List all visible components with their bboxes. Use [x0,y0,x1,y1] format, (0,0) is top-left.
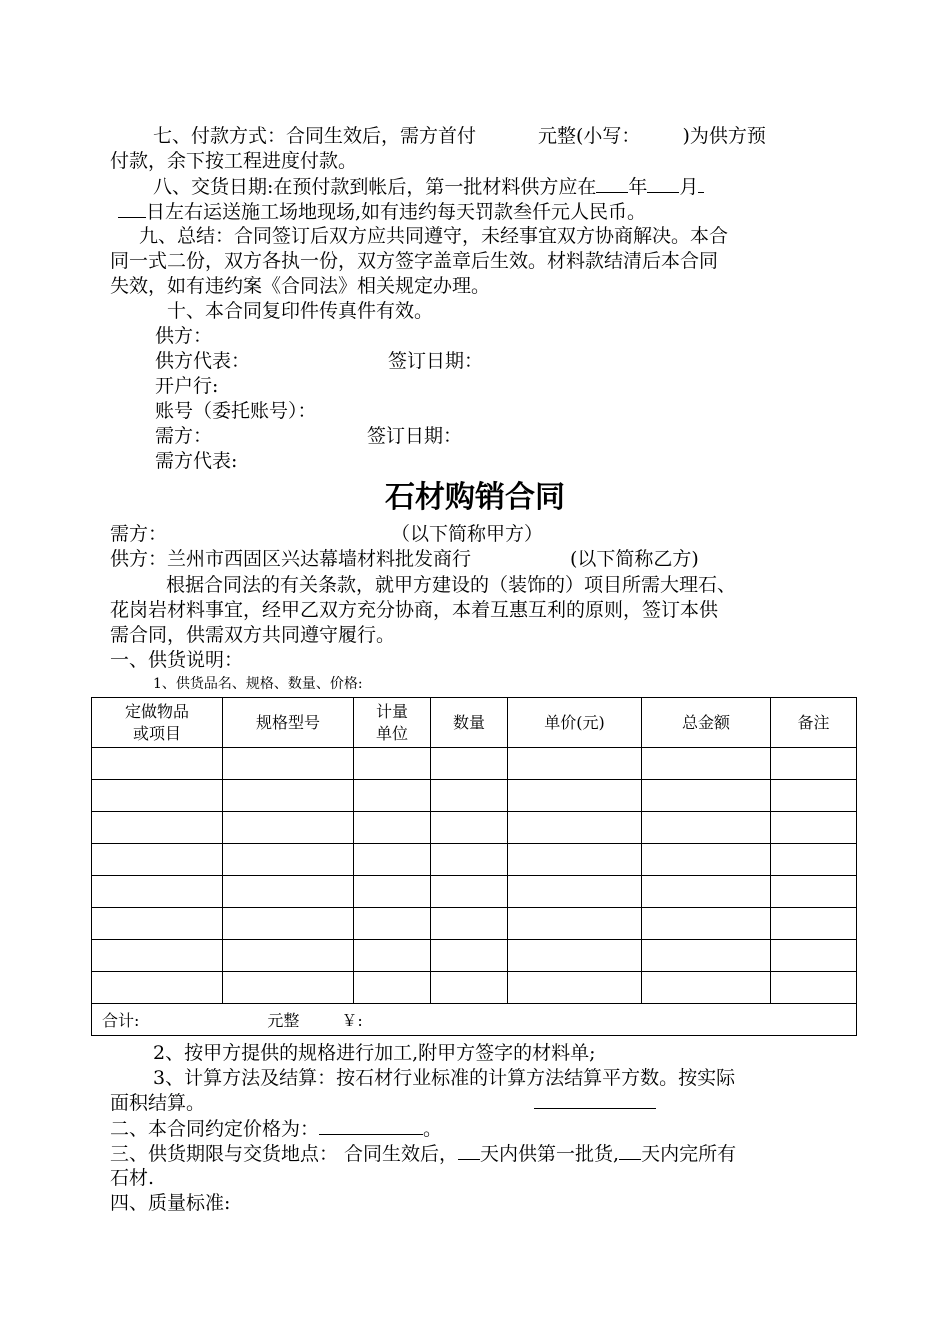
clause-9-line-3: 失效，如有违约案《合同法》相关规定办理。 [110,275,491,297]
month-blank [647,174,679,193]
table-row [92,908,857,940]
table-row [92,844,857,876]
table-row [92,780,857,812]
section-1-heading: 一、供货说明： [110,649,244,671]
sign-date-label-1: 签订日期： [388,350,484,372]
supplier-label: 供方： [155,325,213,347]
clause-7-line-2: 付款，余下按工程进度付款。 [110,150,358,172]
days-blank-2 [619,1141,641,1160]
buyer-label: 需方： [155,425,213,447]
sum-label: 合计: [102,1011,140,1030]
contract-title: 石材购销合同 [385,480,565,515]
col-header-total: 总金额 [642,698,771,748]
section-3-line-2: 石材. [110,1167,155,1189]
table-row [92,876,857,908]
bank-label: 开户行: [155,375,219,397]
clause-9-line-1: 九、总结：合同签订后双方应共同遵守，未经事宜双方协商解决。本合 [139,225,729,247]
col-header-unit: 计量 单位 [354,698,431,748]
table-sum-row [92,1004,857,1036]
contract-supplier-line: 供方：兰州市西固区兴达幕墙材料批发商行 [110,548,472,570]
supply-table [91,697,857,1036]
clause-9-line-2: 同一式二份，双方各执一份，双方签字盖章后生效。材料款结清后本合同 [110,250,719,272]
col-header-item: 定做物品 或项目 [92,698,223,748]
intro-line-2: 花岗岩材料事宜，经甲乙双方充分协商，本着互惠互利的原则，签订本供 [110,599,719,621]
clause-10: 十、本合同复印件传真件有效。 [167,300,434,322]
clause-8-line-1: 八、交货日期:在预付款到帐后，第一批材料供方应在 年 月 [153,174,704,199]
days-blank-1 [458,1141,480,1160]
sum-yuan: 元整 [267,1011,300,1030]
intro-line-1: 根据合同法的有关条款，就甲方建设的（装饰的）项目所需大理石、 [166,574,737,596]
clause-8-line-2: 日左右运送施工场地现场,如有违约每天罚款叁仟元人民币。 [118,199,646,224]
item-3-line-1: 3、计算方法及结算：按石材行业标准的计算方法结算平方数。按实际 [153,1067,736,1089]
buyer-rep-label: 需方代表: [155,450,238,472]
clause-7-line-1: 七、付款方式：合同生效后，需方首付 元整(小写： )为供方预 [153,125,766,147]
item-1-label: 1、供货品名、规格、数量、价格: [153,676,363,692]
table-header-row [92,698,857,748]
col-header-spec: 规格型号 [223,698,354,748]
table-row [92,972,857,1004]
table-row [92,748,857,780]
contract-buyer-label: 需方： [110,523,168,545]
table-row [92,940,857,972]
col-header-price: 单价(元) [508,698,642,748]
section-3-line-1: 三、供货期限与交货地点： 合同生效后， 天内供第一批货, 天内完所有 [110,1143,737,1165]
intro-line-3: 需合同，供需双方共同遵守履行。 [110,624,396,646]
col-header-qty: 数量 [431,698,508,748]
contract-buyer-note: （以下简称甲方） [391,523,544,545]
item-2: 2、按甲方提供的规格进行加工,附甲方签字的材料单; [153,1042,596,1064]
section-4-heading: 四、质量标准: [110,1192,231,1214]
sum-yen: ￥: [341,1011,363,1030]
account-label: 账号（委托账号）： [155,400,317,422]
supplier-rep-label: 供方代表： [155,350,251,372]
item-3-line-2: 面积结算。 [110,1092,206,1114]
day-blank [118,199,146,218]
col-header-remark: 备注 [771,698,857,748]
sign-date-label-2: 签订日期： [367,425,463,447]
section-2: 二、本合同约定价格为： 。 [110,1118,443,1140]
year-blank [596,174,628,193]
blank-underline [534,1108,656,1109]
contract-supplier-note: (以下简称乙方) [570,548,699,570]
table-row [92,812,857,844]
price-blank [319,1116,423,1135]
